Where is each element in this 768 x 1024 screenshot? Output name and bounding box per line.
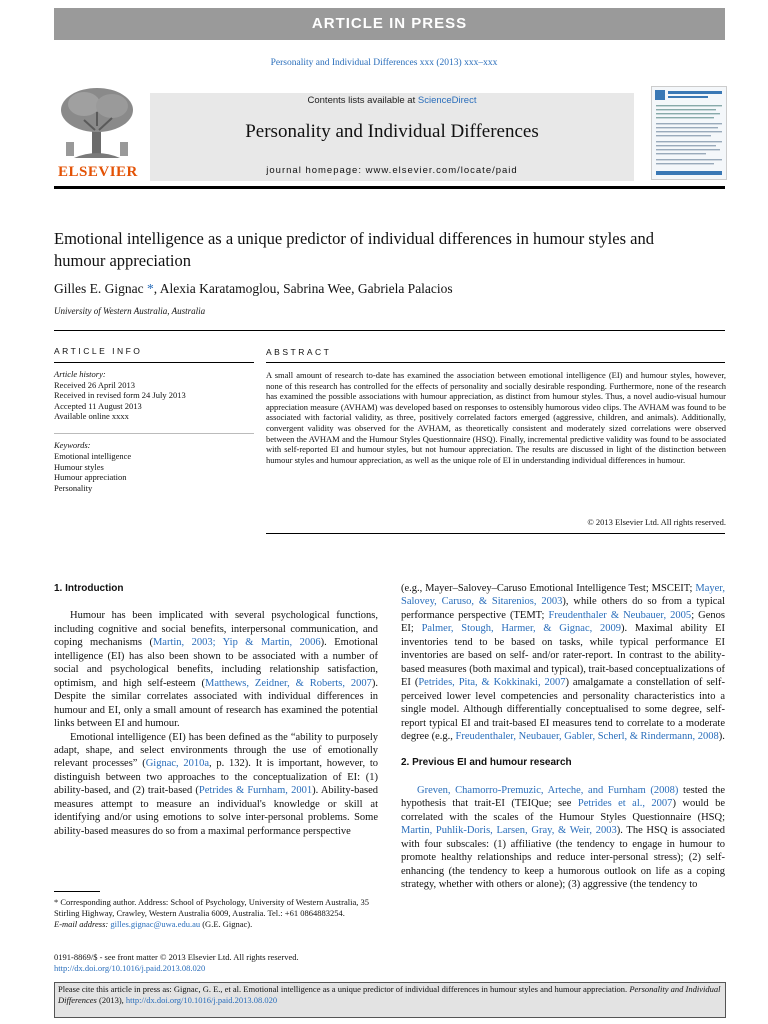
- article-title: Emotional intelligence as a unique predictor of individual differences in humour styles and humour appreciation: [54, 229, 654, 270]
- text-run: ) amalgamate a constellation of self-perceived lower level competencies and personality characteristics into a single model. Although differentially conceptualised to some degree, self-report typical EI and trait-based EI measures tend to correlate to a moderate degree (e.g.,: [401, 677, 725, 742]
- elsevier-logo[interactable]: [54, 86, 140, 182]
- text-run: Emotional intelligence (EI) has been defined as the “ability to purposely adapt, shape, and select environments through the use of emotionally relevant processes” (: [54, 731, 378, 770]
- cite-doi-link[interactable]: http://dx.doi.org/10.1016/j.paid.2013.08.020: [125, 995, 278, 1005]
- text-run: ). Despite the similar correlates associated with individual differences in humour and EI, only a small amount of research has examined the potential links between EI and humour.: [54, 677, 378, 730]
- cite-text: Please cite this article in press as: Gignac, G. E., et al. Emotional intelligence as a unique predictor of individual differences in humour styles and humour appreciation.: [58, 984, 630, 994]
- journal-citation-link[interactable]: Personality and Individual Differences xxx (2013) xxx–xxx: [270, 58, 498, 68]
- text-run: ). Emotional intelligence (EI) has also been shown to be associated with a number of social and psychological benefits, including relationship satisfaction, optimism, and high self-esteem (: [54, 637, 378, 689]
- email-label: E-mail address:: [54, 919, 111, 929]
- contents-line: [150, 95, 634, 106]
- reference-link[interactable]: Gignac, 2010a: [145, 758, 210, 770]
- reference-link[interactable]: Matthews, Zeidner, & Roberts, 2007: [204, 677, 372, 689]
- text-run: ), while others do so from a typical performance perspective (TEMT;: [401, 596, 725, 621]
- abstract-copyright: © 2013 Elsevier Ltd. All rights reserved.: [587, 517, 726, 527]
- reference-link[interactable]: Martin, 2003; Yip & Martin, 2006: [152, 637, 321, 649]
- journal-cover-image: [652, 87, 726, 179]
- keyword-item: Personality: [54, 483, 93, 494]
- article-history: [54, 369, 254, 422]
- affiliation: University of Western Australia, Australia: [54, 306, 206, 316]
- paragraph: [401, 582, 725, 743]
- journal-title-box: [150, 93, 634, 181]
- abstract-heading: ABSTRACT: [266, 347, 332, 357]
- reference-link[interactable]: Petrides et al., 2007: [577, 798, 673, 810]
- text-run: tested the hypothesis that trait-EI (TEIQue; see: [401, 784, 725, 810]
- journal-title: Personality and Individual Differences: [245, 121, 539, 142]
- elsevier-wordmark: ELSEVIER: [58, 164, 138, 180]
- text-run: (e.g., Mayer–Salovey–Caruso Emotional Intelligence Test; MSCEIT;: [401, 583, 696, 594]
- reference-link[interactable]: Petrides & Furnham, 2001: [198, 785, 313, 797]
- email-line: [54, 919, 378, 930]
- section-heading-previous-research: 2. Previous EI and humour research: [401, 757, 572, 769]
- issn-line: 0191-8869/$ - see front matter © 2013 Elsevier Ltd. All rights reserved.: [54, 952, 299, 962]
- text-run: ). The HSQ is associated with four subscales: (1) affiliative (the tendency to engage in humour to promote healthy relationships and reduce inter-personal stress); (2) self-enhancing (the tendency to keep a humorous outlook on life as a coping strategy, whether with others or alone); (3) aggressive (the tendency to: [401, 825, 725, 891]
- corresponding-author-note: * Corresponding author. Address: School of Psychology, University of Western Australia, 35 Stirling Highway, Crawley, Western Australia 6009, Australia. Tel.: +61 0864883254.: [54, 897, 369, 918]
- email-suffix: (G.E. Gignac).: [200, 919, 253, 929]
- text-run: ). Ability-based measures attempt to measure an individual's knowledge or skill at identifying and/or using emotions to solve inter-personal problems. Some ability-based measures do so from a maximal performance perspective: [54, 785, 378, 837]
- text-run: ) would be correlated with the scales of the Humour Styles Questionnaire (HSQ;: [401, 798, 725, 823]
- article-in-press-banner: ARTICLE IN PRESS: [54, 8, 725, 40]
- history-received: Received 26 April 2013: [54, 379, 135, 390]
- keyword-item: Humour styles: [54, 461, 104, 472]
- reference-link[interactable]: Martin, Puhlik-Doris, Larsen, Gray, & Weir, 2003: [401, 825, 617, 837]
- history-revised: Received in revised form 24 July 2013: [54, 390, 186, 401]
- corresponding-author-mark[interactable]: *: [143, 281, 154, 296]
- reference-link[interactable]: Petrides, Pita, & Kokkinaki, 2007: [418, 677, 566, 689]
- reference-link[interactable]: Freudenthaler & Neubauer, 2005: [548, 609, 692, 621]
- paragraph: [54, 731, 378, 839]
- article-info-rule: [54, 362, 254, 363]
- history-online: Available online xxxx: [54, 411, 129, 422]
- history-accepted: Accepted 11 August 2013: [54, 400, 142, 411]
- author-list: [54, 281, 453, 297]
- footnote: [54, 897, 378, 930]
- elsevier-tree-icon: [54, 86, 140, 162]
- cite-year: (2013),: [96, 995, 126, 1005]
- keywords-block: [54, 440, 254, 494]
- keywords-label: Keywords:: [54, 440, 91, 450]
- sciencedirect-link[interactable]: ScienceDirect: [417, 95, 477, 106]
- paragraph: [401, 784, 725, 892]
- header-rule: [54, 186, 725, 189]
- info-top-rule: [54, 330, 725, 331]
- author-gignac[interactable]: Gilles E. Gignac: [54, 281, 144, 296]
- keyword-item: Humour appreciation: [54, 472, 127, 483]
- keyword-item: Emotional intelligence: [54, 450, 132, 461]
- paragraph: [54, 609, 378, 730]
- abstract-text: A small amount of research to-date has examined the association between emotional intelligence (EI) and humour styles, however, none of this research has controlled for the effects of personality and socially desirable responding. Furthermore, none of the research has examined the possible associations with humour appreciation, as distinct from humour styles. Thus, a novel audio-visual humour appreciation measure (AVHAM) was developed based on responses to ostensibly humorous video clips. The AVHAM was found to be associated with factorial validity, as three, positively correlated factors emerged (aggressive, children, and animals). Additionally, convergent validity was observed for the AVHAM, as theoretically consistent and moderately sized correlations were observed between the AVHAM and the Humour Styles Questionnaire (HSQ). Finally, incremental predictive validity was found to be associated with self-reported EI and humour styles, but not humour appreciation. The results are discussed in light of the distinction between humour styles and humour appreciation, as well as the unique role of EI in understanding individual differences in humour.: [266, 370, 726, 465]
- abstract-bottom-rule: [266, 533, 725, 534]
- journal-cover-thumbnail[interactable]: [651, 86, 727, 180]
- text-run: ; Genos EI;: [401, 609, 726, 635]
- cite-journal: Personality and Individual Differences: [58, 984, 721, 1005]
- email-link[interactable]: gilles.gignac@uwa.edu.au: [110, 919, 201, 929]
- reference-link[interactable]: Greven, Chamorro-Premuzic, Arteche, and Furnham (2008): [417, 784, 679, 796]
- abstract-rule: [266, 362, 725, 363]
- section-heading-introduction: 1. Introduction: [54, 583, 124, 594]
- keywords-rule: [54, 433, 254, 434]
- body-column-right: [401, 582, 725, 892]
- journal-homepage[interactable]: journal homepage: www.elsevier.com/locate/paid: [266, 165, 518, 176]
- issn-block: [54, 952, 299, 974]
- contents-prefix: Contents lists available at: [307, 95, 418, 106]
- citation-box: [54, 982, 726, 1018]
- reference-link[interactable]: Mayer, Salovey, Caruso, & Sitarenios, 2003: [401, 583, 725, 608]
- text-run: ). Maximal ability EI inventories tend to be based on tasks, while typical performance EI inventories are based on self- and/or rater-report. In contrast to the ability-based measures (both maximal and typical), trait-based conceptualizations of EI (: [401, 623, 725, 689]
- footnote-rule: [54, 891, 100, 892]
- history-label: Article history:: [54, 369, 106, 379]
- other-authors: , Alexia Karatamoglou, Sabrina Wee, Gabriela Palacios: [153, 281, 453, 296]
- doi-link[interactable]: http://dx.doi.org/10.1016/j.paid.2013.08.020: [54, 963, 206, 973]
- reference-link[interactable]: Palmer, Stough, Harmer, & Gignac, 2009: [421, 623, 621, 635]
- article-info-heading: ARTICLE INFO: [54, 346, 143, 356]
- text-run: Humour has been implicated with several psychological functions, including cognitive and social benefits, interpersonal communication, and coping mechanisms (: [54, 610, 378, 649]
- text-run: , p. 132). It is important, however, to distinguish between two approaches to the conceptualization of EI: (1) ability-based, and (2) trait-based (: [54, 758, 378, 797]
- body-column-left: [54, 582, 378, 838]
- text-run: ).: [718, 730, 725, 742]
- reference-link[interactable]: Freudenthaler, Neubauer, Gabler, Scherl, & Rindermann, 2008: [455, 730, 719, 742]
- journal-header: [54, 86, 725, 182]
